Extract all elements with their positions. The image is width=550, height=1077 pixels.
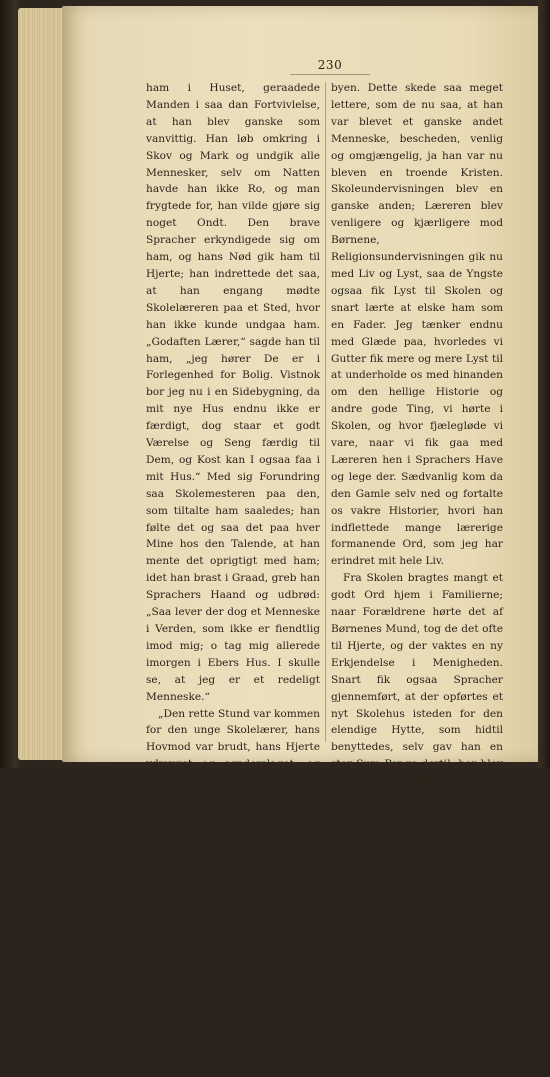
paragraph: byen. Dette skede saa meget lettere, som de nu saa, at han var blevet et ganske andet Menneske, bescheden, venlig og omgjængelig, ja han var nu bleven en troende Kristen. Skoleundervisningen blev en ganske anden; Læreren blev venligere og kjærligere mod Børnene, Religionsundervisningen gik nu med Liv og Lyst, saa de Yngste ogsaa fik Lyst til Skolen og snart lærte at elske ham som en Fader. Jeg tænker endnu med Glæde paa, hvorledes vi Gutter fik mere og mere Lyst til at underholde os med hinanden om den hellige Historie og andre gode Ting, vi hørte i Skolen, og hvor fjælegløde vi vare, naar vi fik gaa med Læreren hen i Sprachers Have og lege der. Sædvanlig kom da den Gamle selv ned og fortalte os vakre Historier, hvori han indflettede mange lærerige formanende Ord, som jeg har erindret mit hele Liv. [331,82,503,568]
right-binding-edge [538,0,550,768]
text-column-right [331,80,503,1077]
paragraph: Se, dette er kun Lidt af det, den gode Würtembergerbonde har gjort for Landsbyen, skulde jeg fortælle Alt, vilde neppe Dagen strække til. Jeg kan kun sige, at han ved sin Klogskab, Indsigt og Erfaring i alle Slags Forretninger, ved sin Retskaffenhed og Godgjørenhed inden faa [331,910,503,1075]
paragraph: Fra Skolen bragtes mangt et godt Ord hjem i Familierne; naar Forældrene hørte det af Børnenes Mund, tog de det ofte til Hjerte, og der vaktes en ny Erkjendelse i Menigheden. Snart fik ogsaa Spracher gjennemført, at der opførtes et nyt Skolehus isteden for den elendige Hytte, som hidtil benyttedes, selv gav han en stor Sum Penge dertil; her blev der tillige indrettet en bekvem Bolig for Skolelæreren; senere giftede han sig med en Slægtning af min Moder, og først for nogle faa Aar siden døde han. Hans Minde vil endnu være velsignet blandt alle dem som kjendte ham. [331,572,503,906]
header-rule [290,74,370,75]
paragraph: ham i Huset, geraadede Manden i saa dan Fortvivlelse, at han blev ganske som vanvittig. Han løb omkring i Skov og Mark og undgik alle Mennesker, selv om Natten havde han ikke Ro, og man frygtede for, han vilde gjøre sig noget Ondt. Den brave Spracher erkyndigede sig om ham, og hans Nød gik ham til Hjerte; han indrettede det saa, at han engang mødte Skolelæreren paa et Sted, hvor han ikke kunde undgaa ham. „Godaften Lærer,“ sagde han til ham, „jeg hører De er i Forlegenhed for Bolig. Vistnok bor jeg nu i en Sidebygning, da mit nye Hus endnu ikke er færdigt, dog staar et godt Værelse og Seng færdig til Dem, og Kost kan I ogsaa faa i mit Hus.“ Med sig Forundring saa Skolemesteren paa den, som tiltalte ham saaledes; han følte det og saa det paa hver Mine hos den Talende, at han mente det oprigtigt med ham; idet han brast i Graad, greb han Sprachers Haand og udbrød: „Saa lever der dog et Menneske i Verden, som ikke er fiendtlig imod mig; o tag mig allerede imorgen i Ebers Hus. I skulle se, at jeg er et redeligt Menneske.“ [146,82,320,703]
paragraph: „Den rette Stund var kommen for den unge Skolelærer, hans Hovmod var brudt, hans Hjerte ydmyget og sønderslaget, og derfor var han nu ogsaa skikket til at høre paa Guds Ord. For at gjøre det kort: ved den daglige Omgang med gamle Spracher blev han et ganske andet Menneske. Han gik i Skole hos sin Husvert og blev snart som et Barn i Huset. Da han tidlig havde mistet sine Forældre og altid været ude blandt Fremmede, var den Kjærlighed, som raadede i Sprachers Hus ham saa velgjørende. Spracher overbeviste sig snart om, at Mistanken var ugrundet, og han hviskede ikke for han fik Sagen opklaret, og Læreren vandt Tillid i Lands- [146,707,320,1075]
column-divider [325,82,326,742]
page-number: 230 [317,58,343,72]
text-column-left [146,80,320,1077]
